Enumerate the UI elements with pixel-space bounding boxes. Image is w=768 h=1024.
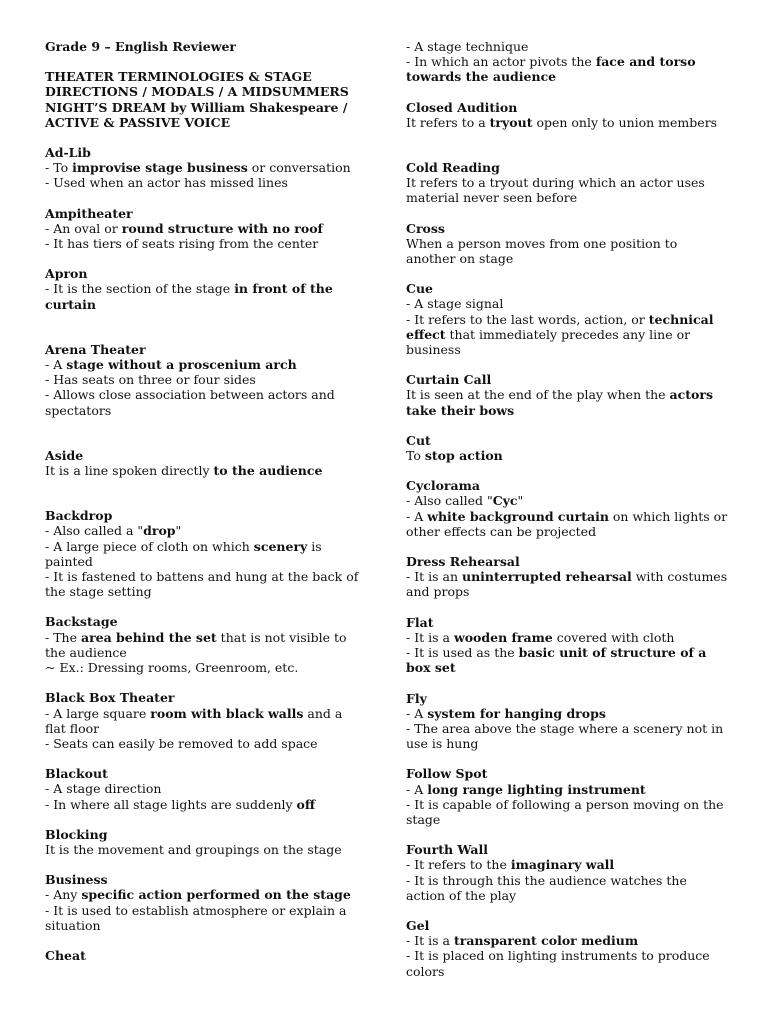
- definition-text: To: [406, 448, 425, 464]
- definition-line: [406, 493, 728, 508]
- term-heading: Backdrop: [45, 508, 113, 524]
- definition-line: [45, 645, 367, 660]
- definition-line: [45, 281, 367, 311]
- term-heading: Cold Reading: [406, 160, 500, 176]
- definition-text: - It is fastened to battens and hung at the back of the stage setting: [45, 569, 359, 600]
- term-entry: [406, 691, 728, 752]
- definition-text: - To: [45, 160, 73, 176]
- definition-line: [406, 645, 728, 675]
- definition-line: [45, 387, 367, 417]
- term-entry: [45, 614, 367, 675]
- term-entry: [406, 766, 728, 827]
- term-entry: [45, 948, 367, 963]
- term-heading: Cyclorama: [406, 478, 480, 494]
- emphasis-text: imaginary wall: [510, 857, 615, 873]
- term-entry: [45, 206, 367, 252]
- definition-line: [406, 115, 728, 130]
- term-entry: [406, 615, 728, 676]
- emphasis-text: stage without a proscenium arch: [66, 357, 297, 373]
- term-heading: Black Box Theater: [45, 690, 175, 706]
- definition-line: [45, 539, 367, 569]
- definition-text: - A stage technique: [406, 39, 529, 54]
- definition-text: - It has tiers of seats rising from the center: [45, 236, 319, 252]
- definition-text: - It is a: [406, 933, 454, 949]
- term-entry: [406, 842, 728, 903]
- term-heading: Business: [45, 872, 108, 888]
- definition-text: - The area above the stage where a scenery not in use is hung: [406, 720, 724, 752]
- definition-line: [406, 797, 728, 827]
- definition-text: - A: [45, 357, 67, 373]
- emphasis-text: transparent color medium: [453, 933, 639, 949]
- definition-line: [45, 781, 367, 796]
- emphasis-text: system for hanging drops: [427, 705, 606, 721]
- definition-text: It refers to a tryout during which an actor uses material never seen before: [406, 175, 705, 206]
- emphasis-text: uninterrupted rehearsal: [462, 569, 632, 585]
- term-entry: [45, 448, 367, 478]
- term-entry: [45, 342, 367, 418]
- definition-line: [406, 706, 728, 721]
- emphasis-text: in front of the curtain: [45, 281, 333, 312]
- definition-line: [406, 236, 728, 266]
- term-entry: [45, 508, 367, 599]
- definition-text: - It is the section of the stage: [45, 281, 235, 297]
- term-heading: Fourth Wall: [406, 842, 488, 858]
- definition-text: - A: [406, 781, 428, 797]
- definition-line: [406, 175, 728, 205]
- term-entry: [406, 221, 728, 267]
- definition-line: [45, 221, 367, 236]
- term-entry: [406, 100, 728, 130]
- emphasis-text: room with black walls: [150, 705, 304, 721]
- definition-line: [45, 523, 367, 538]
- definition-line: [45, 660, 367, 675]
- emphasis-text: Cyc: [492, 493, 518, 509]
- definition-text: - A large piece of cloth on which: [45, 538, 254, 554]
- emphasis-text: improvise stage business: [72, 160, 248, 176]
- term-heading: Cue: [406, 281, 433, 297]
- definition-line: [406, 933, 728, 948]
- definition-line: [45, 630, 367, 645]
- definition-text: - Seats can easily be removed to add space: [45, 735, 318, 751]
- definition-text: - It refers to the last words, action, or: [406, 311, 649, 327]
- definition-text: ~ Ex.: Dressing rooms, Greenroom, etc.: [45, 660, 299, 676]
- term-heading: Aside: [45, 447, 84, 463]
- left-term-list: [45, 145, 367, 963]
- emphasis-text: actors take their bows: [406, 387, 713, 418]
- term-heading: Backstage: [45, 614, 118, 630]
- definition-line: [406, 54, 728, 84]
- term-heading: Cut: [406, 432, 431, 448]
- definition-line: [45, 372, 367, 387]
- definition-text: - A: [406, 508, 428, 524]
- term-heading: Curtain Call: [406, 372, 492, 388]
- definition-text: with costumes and props: [406, 569, 728, 600]
- emphasis-text: face and torso towards the audience: [406, 54, 696, 85]
- document-title: Grade 9 – English Reviewer: [45, 39, 236, 54]
- term-heading: Ampitheater: [45, 205, 133, 221]
- definition-line: [45, 887, 367, 902]
- emphasis-text: off: [296, 796, 316, 812]
- definition-line: [406, 387, 728, 417]
- definition-text: It is the movement and groupings on the stage: [45, 841, 342, 857]
- term-entry: [406, 433, 728, 463]
- definition-line: [406, 948, 728, 978]
- term-entry: [406, 372, 728, 418]
- term-entry: [406, 554, 728, 600]
- definition-line: [45, 463, 367, 478]
- definition-text: on which lights or other effects can be projected: [406, 508, 728, 539]
- definition-text: - Allows close association between actors and spectators: [45, 387, 335, 418]
- definition-text: - A large square: [45, 705, 151, 721]
- definition-text: - It is an: [406, 569, 462, 585]
- term-entry: [45, 266, 367, 312]
- definition-text: - A stage direction: [45, 781, 162, 797]
- emphasis-text: white background curtain: [427, 508, 609, 524]
- term-heading: Dress Rehearsal: [406, 554, 520, 570]
- definition-text: - An oval or: [45, 220, 122, 236]
- emphasis-text: tryout: [489, 114, 533, 130]
- emphasis-text: scenery: [253, 538, 308, 554]
- emphasis-text: specific action performed on the stage: [81, 887, 351, 903]
- definition-text: - It is placed on lighting instruments to produce colors: [406, 948, 710, 979]
- emphasis-text: to the audience: [213, 463, 323, 479]
- definition-line: [45, 175, 367, 190]
- emphasis-text: drop: [143, 523, 176, 539]
- definition-line: [406, 857, 728, 872]
- definition-text: It is a line spoken directly: [45, 463, 214, 479]
- definition-text: - In which an actor pivots the: [406, 54, 596, 70]
- term-heading: Gel: [406, 917, 430, 933]
- term-entry: [406, 478, 728, 539]
- definition-text: - It is used to establish atmosphere or explain a situation: [45, 902, 347, 933]
- emphasis-text: wooden frame: [453, 629, 553, 645]
- definition-text: and a flat floor: [45, 705, 343, 736]
- emphasis-text: long range lighting instrument: [427, 781, 646, 797]
- definition-text: - It is through this the audience watches the action of the play: [406, 872, 687, 903]
- term-heading: Flat: [406, 614, 434, 630]
- emphasis-text: technical effect: [406, 311, 714, 342]
- definition-text: or conversation: [247, 160, 351, 176]
- term-heading: Cross: [406, 220, 445, 236]
- right-column: [406, 39, 728, 994]
- right-term-list: [406, 39, 728, 979]
- definition-line: [45, 903, 367, 933]
- definition-line: [406, 296, 728, 311]
- definition-line: [45, 236, 367, 251]
- emphasis-text: basic unit of structure of a box set: [406, 645, 707, 676]
- definition-line: [45, 797, 367, 812]
- definition-text: - A stage signal: [406, 296, 504, 312]
- definition-text: covered with cloth: [552, 629, 675, 645]
- definition-text: ": [517, 493, 524, 509]
- term-entry: [406, 918, 728, 979]
- definition-text: It refers to a: [406, 114, 490, 130]
- definition-text: that immediately precedes any line or business: [406, 326, 691, 358]
- definition-line: [45, 357, 367, 372]
- definition-text: When a person moves from one position to another on stage: [406, 235, 678, 267]
- definition-text: It is seen at the end of the play when the: [406, 387, 670, 403]
- definition-text: the audience: [45, 644, 127, 660]
- term-entry: [406, 281, 728, 357]
- emphasis-text: round structure with no roof: [121, 220, 323, 236]
- term-heading: Arena Theater: [45, 341, 146, 357]
- definition-text: ": [175, 523, 182, 539]
- definition-line: [45, 736, 367, 751]
- definition-text: - Has seats on three or four sides: [45, 372, 256, 388]
- term-heading: Fly: [406, 690, 427, 706]
- left-column: [45, 39, 367, 978]
- term-heading: Closed Audition: [406, 99, 518, 115]
- term-heading: Follow Spot: [406, 766, 488, 782]
- definition-text: is painted: [45, 538, 322, 569]
- definition-text: - Used when an actor has missed lines: [45, 175, 288, 191]
- definition-text: open only to union members: [532, 114, 718, 130]
- emphasis-text: area behind the set: [80, 629, 217, 645]
- definition-line: [406, 448, 728, 463]
- term-heading: Apron: [45, 266, 88, 282]
- term-heading: Blocking: [45, 826, 108, 842]
- definition-line: [406, 630, 728, 645]
- definition-line: [45, 706, 367, 736]
- definition-text: - Also called a ": [45, 523, 144, 539]
- definition-line: [406, 39, 728, 54]
- emphasis-text: stop action: [424, 448, 503, 464]
- definition-line: [406, 569, 728, 599]
- term-heading: Blackout: [45, 766, 108, 782]
- definition-text: - A: [406, 705, 428, 721]
- definition-line: [406, 509, 728, 539]
- definition-text: - It is a: [406, 629, 454, 645]
- definition-line: [406, 873, 728, 903]
- term-entry: [45, 827, 367, 857]
- definition-text: - It refers to the: [406, 857, 511, 873]
- term-heading: Ad-Lib: [45, 145, 91, 161]
- definition-text: - Also called ": [406, 493, 493, 509]
- term-heading: Cheat: [45, 947, 86, 963]
- definition-text: - It is used as the: [406, 645, 519, 661]
- term-entry: [45, 766, 367, 812]
- definition-line: [406, 782, 728, 797]
- definition-text: - The: [45, 629, 81, 645]
- definition-line: [406, 312, 728, 358]
- definition-line: [406, 721, 728, 751]
- definition-line: [45, 160, 367, 175]
- document-subtitle: THEATER TERMINOLOGIES & STAGE DIRECTIONS / MODALS / A MIDSUMMERS NIGHT’S DREAM by William Shakespeare / ACTIVE & PASSIVE VOICE: [45, 69, 349, 130]
- definition-line: [45, 842, 367, 857]
- definition-text: - Any: [45, 887, 82, 903]
- term-entry: [406, 39, 728, 85]
- definition-text: - In where all stage lights are suddenly: [45, 796, 297, 812]
- term-entry: [45, 690, 367, 751]
- term-entry: [45, 145, 367, 191]
- term-entry: [45, 872, 367, 933]
- definition-text: - It is capable of following a person moving on the stage: [406, 796, 724, 827]
- term-entry: [406, 160, 728, 206]
- definition-text: that is not visible to: [216, 629, 347, 645]
- definition-line: [45, 569, 367, 599]
